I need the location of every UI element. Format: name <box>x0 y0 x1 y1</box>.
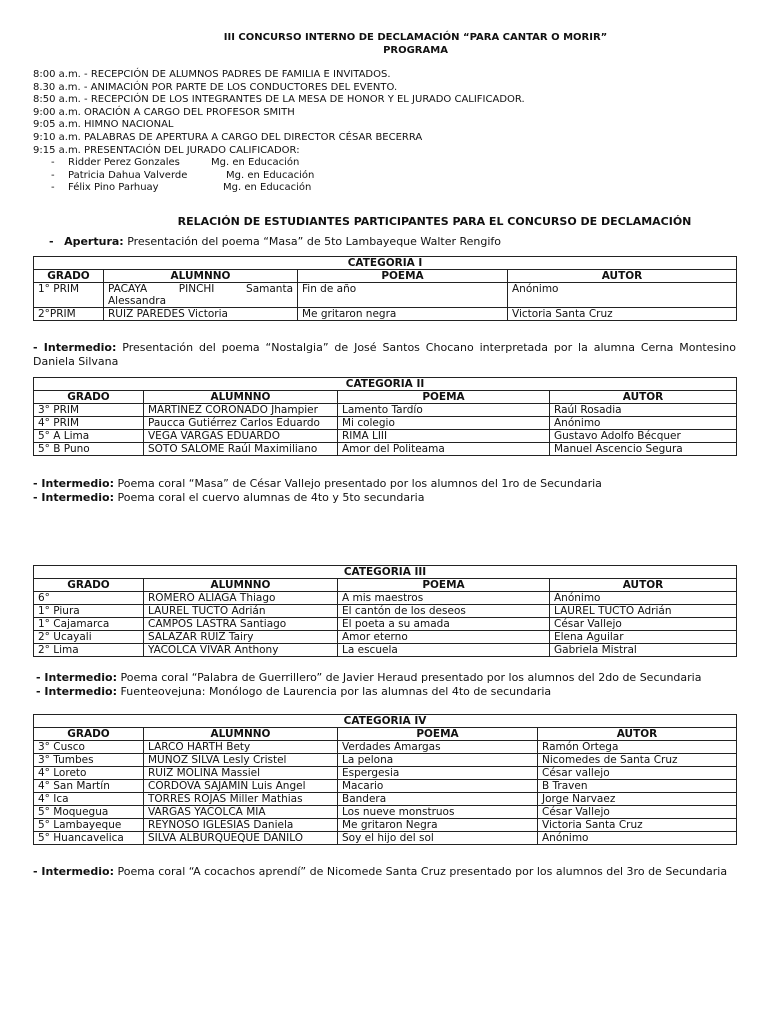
poema-cell: Verdades Amargas <box>338 740 538 753</box>
column-header: GRADO <box>34 578 144 591</box>
autor-cell: César vallejo <box>538 766 737 779</box>
column-header: ALUMNNO <box>144 727 338 740</box>
grado-cell: 4° PRIM <box>34 416 144 429</box>
autor-cell: Victoria Santa Cruz <box>508 307 737 320</box>
poema-cell: El cantón de los deseos <box>338 604 550 617</box>
alumno-cell: SOTO SALOME Raúl Maximiliano <box>144 442 338 455</box>
grado-cell: 4° Ica <box>34 792 144 805</box>
table-row <box>34 792 737 805</box>
intermedio-label: - Intermedio: <box>33 476 114 490</box>
jury-title: Mg. en Educación <box>226 169 315 181</box>
jury-member <box>51 157 736 170</box>
jury-list <box>33 157 736 195</box>
alumno-cell: MARTINEZ CORONADO Jhampier <box>144 403 338 416</box>
grado-cell: 5° B Puno <box>34 442 144 455</box>
contest-title: III CONCURSO INTERNO DE DECLAMACIÓN “PARA CANTAR O MORIR” <box>223 32 608 43</box>
autor-cell: Anónimo <box>538 831 737 844</box>
autor-cell: Anónimo <box>550 591 737 604</box>
jury-name: Ridder Perez Gonzales <box>68 157 180 169</box>
table-row <box>34 805 737 818</box>
table-row <box>34 282 737 307</box>
autor-cell: César Vallejo <box>538 805 737 818</box>
autor-cell: Anónimo <box>550 416 737 429</box>
list-dash: - <box>51 169 55 181</box>
alumno-word: Alessandra <box>108 294 167 307</box>
alumno-cell: TORRES ROJAS Miller Mathias <box>144 792 338 805</box>
table-row <box>34 442 737 455</box>
poema-cell: Macario <box>338 779 538 792</box>
poema-cell: Bandera <box>338 792 538 805</box>
autor-cell: Victoria Santa Cruz <box>538 818 737 831</box>
schedule-item: 8:00 a.m. - RECEPCIÓN DE ALUMNOS PADRES DE FAMILIA E INVITADOS. <box>33 69 391 80</box>
schedule-item: 9:10 a.m. PALABRAS DE APERTURA A CARGO DEL DIRECTOR CÉSAR BECERRA <box>33 131 423 143</box>
list-dash: - <box>51 157 55 169</box>
table-row <box>34 591 737 604</box>
grado-cell: 1° Cajamarca <box>34 617 144 630</box>
column-header: AUTOR <box>550 578 737 591</box>
column-header: AUTOR <box>538 727 737 740</box>
intermedio-text: Poema coral “Palabra de Guerrillero” de Javier Heraud presentado por los alumnos del 2do de Secundaria <box>120 670 702 684</box>
alumno-cell: VARGAS YACOLCA MIA <box>144 805 338 818</box>
alumno-cell: RUIZ MOLINA Massiel <box>144 766 338 779</box>
schedule-item: 8.30 a.m. - ANIMACIÓN POR PARTE DE LOS CONDUCTORES DEL EVENTO. <box>33 81 398 93</box>
jury-name: Félix Pino Parhuay <box>68 182 159 194</box>
column-header: POEMA <box>338 390 550 403</box>
table-row <box>34 643 737 656</box>
autor-cell: César Vallejo <box>550 617 737 630</box>
intermedio-4 <box>33 671 736 685</box>
grado-cell: 2° Lima <box>34 643 144 656</box>
alumno-cell: CORDOVA SAJAMIN Luis Angel <box>144 779 338 792</box>
poema-cell: La escuela <box>338 643 550 656</box>
poema-cell: El poeta a su amada <box>338 617 550 630</box>
grado-cell: 3° PRIM <box>34 403 144 416</box>
schedule-item: 9:05 a.m. HIMNO NACIONAL <box>33 119 174 131</box>
table-row <box>34 818 737 831</box>
alumno-word: PINCHI <box>178 282 215 295</box>
apertura-line <box>33 235 736 249</box>
intermedio-label: - Intermedio: <box>33 864 114 878</box>
column-header: ALUMNNO <box>144 578 338 591</box>
alumno-cell: VEGA VARGAS EDUARDO <box>144 429 338 442</box>
alumno-cell: CAMPOS LASTRA Santiago <box>144 617 338 630</box>
poema-cell: Los nueve monstruos <box>338 805 538 818</box>
autor-cell: LAUREL TUCTO Adrián <box>550 604 737 617</box>
autor-cell: Gabriela Mistral <box>550 643 737 656</box>
intermedio-text: Poema coral el cuervo alumnas de 4to y 5to secundaria <box>117 490 425 504</box>
column-header: POEMA <box>298 269 508 282</box>
schedule-item: 9:00 a.m. ORACIÓN A CARGO DEL PROFESOR SMITH <box>33 106 295 118</box>
grado-cell: 1° Piura <box>34 604 144 617</box>
table-row <box>34 307 737 320</box>
column-header: ALUMNNO <box>104 269 298 282</box>
alumno-word: PACAYA <box>108 282 148 295</box>
intermedio-label: - Intermedio: <box>33 490 114 504</box>
table-row <box>34 630 737 643</box>
poema-cell: Amor del Politeama <box>338 442 550 455</box>
grado-cell: 6° <box>34 591 144 604</box>
grado-cell: 2°PRIM <box>34 307 104 320</box>
poema-cell: La pelona <box>338 753 538 766</box>
poema-cell: Me gritaron Negra <box>338 818 538 831</box>
alumno-cell: LARCO HARTH Bety <box>144 740 338 753</box>
category-3-table <box>33 565 737 657</box>
autor-cell: Raúl Rosadia <box>550 403 737 416</box>
intermedio-label: - Intermedio: <box>36 670 117 684</box>
grado-cell: 2° Ucayali <box>34 630 144 643</box>
column-header: POEMA <box>338 727 538 740</box>
grado-cell: 5° Moquegua <box>34 805 144 818</box>
intermedio-1 <box>33 341 736 369</box>
column-header: ALUMNNO <box>144 390 338 403</box>
autor-cell: Anónimo <box>508 282 737 307</box>
intermedio-3 <box>33 491 736 505</box>
autor-cell: Jorge Narvaez <box>538 792 737 805</box>
table-row <box>34 617 737 630</box>
alumno-word: Samanta <box>246 282 293 295</box>
category-title: CATEGORIA I <box>34 256 737 269</box>
document-page <box>33 31 736 879</box>
jury-name: Patricia Dahua Valverde <box>68 169 188 181</box>
grado-cell: 4° Loreto <box>34 766 144 779</box>
alumno-cell: RUIZ PAREDES Victoria <box>104 307 298 320</box>
grado-cell: 3° Cusco <box>34 740 144 753</box>
intermedio-label: - Intermedio: <box>36 684 117 698</box>
grado-cell: 1° PRIM <box>34 282 104 307</box>
table-row <box>34 779 737 792</box>
poema-cell: Lamento Tardío <box>338 403 550 416</box>
autor-cell: Elena Aguilar <box>550 630 737 643</box>
autor-cell: Manuel Ascencio Segura <box>550 442 737 455</box>
document-title <box>95 31 736 57</box>
poema-cell: Fin de año <box>298 282 508 307</box>
table-row <box>34 403 737 416</box>
category-title: CATEGORIA IV <box>34 714 737 727</box>
poema-cell: A mis maestros <box>338 591 550 604</box>
alumno-cell: SILVA ALBURQUEQUE DANILO <box>144 831 338 844</box>
autor-cell: Ramón Ortega <box>538 740 737 753</box>
grado-cell: 5° Lambayeque <box>34 818 144 831</box>
column-header: AUTOR <box>508 269 737 282</box>
intermedio-text: Poema coral “A cocachos aprendí” de Nicomede Santa Cruz presentado por los alumnos del 3ro de Secundaria <box>117 864 728 878</box>
autor-cell: Gustavo Adolfo Bécquer <box>550 429 737 442</box>
participants-heading: RELACIÓN DE ESTUDIANTES PARTICIPANTES PARA EL CONCURSO DE DECLAMACIÓN <box>177 214 692 228</box>
alumno-cell: ROMERO ALIAGA Thiago <box>144 591 338 604</box>
apertura-label: Apertura: <box>64 234 124 248</box>
alumno-cell: YACOLCA VIVAR Anthony <box>144 643 338 656</box>
category-4-table <box>33 714 737 845</box>
grado-cell: 5° A Lima <box>34 429 144 442</box>
schedule-item: 8:50 a.m. - RECEPCIÓN DE LOS INTEGRANTES DE LA MESA DE HONOR Y EL JURADO CALIFICADOR. <box>33 94 525 106</box>
table-row <box>34 604 737 617</box>
list-dash: - <box>51 182 55 194</box>
poema-cell: Me gritaron negra <box>298 307 508 320</box>
poema-cell: Soy el hijo del sol <box>338 831 538 844</box>
alumno-cell: Paucca Gutiérrez Carlos Eduardo <box>144 416 338 429</box>
intermedio-2 <box>33 477 736 491</box>
category-title: CATEGORIA II <box>34 377 737 390</box>
table-row <box>34 831 737 844</box>
table-row <box>34 416 737 429</box>
alumno-cell: MUÑOZ SILVA Lesly Cristel <box>144 753 338 766</box>
category-title: CATEGORIA III <box>34 565 737 578</box>
alumno-cell: REYNOSO IGLESIAS Daniela <box>144 818 338 831</box>
poema-cell: Mi colegio <box>338 416 550 429</box>
column-header: AUTOR <box>550 390 737 403</box>
intermedio-label: - Intermedio: <box>33 340 117 354</box>
jury-title: Mg. en Educación <box>211 157 300 169</box>
category-2-table <box>33 377 737 456</box>
intermedio-6 <box>33 865 736 879</box>
category-1-table <box>33 256 737 321</box>
autor-cell: Nicomedes de Santa Cruz <box>538 753 737 766</box>
alumno-cell: LAUREL TUCTO Adrián <box>144 604 338 617</box>
jury-title: Mg. en Educación <box>223 182 312 194</box>
table-row <box>34 740 737 753</box>
autor-cell: B Traven <box>538 779 737 792</box>
jury-member <box>51 182 736 195</box>
intermedio-text: Presentación del poema “Nostalgia” de José Santos Chocano interpretada por la alumna Cerna Montesino Daniela Silvana <box>33 340 736 368</box>
table-row <box>34 766 737 779</box>
intermedio-5 <box>33 685 736 699</box>
intermedio-text: Poema coral “Masa” de César Vallejo presentado por los alumnos del 1ro de Secundaria <box>117 476 602 490</box>
apertura-text: Presentación del poema “Masa” de 5to Lambayeque Walter Rengifo <box>127 234 502 248</box>
schedule-list <box>33 69 736 195</box>
alumno-cell <box>104 282 298 307</box>
table-row <box>34 429 737 442</box>
grado-cell: 4° San Martín <box>34 779 144 792</box>
column-header: GRADO <box>34 269 104 282</box>
poema-cell: RIMA LIII <box>338 429 550 442</box>
column-header: POEMA <box>338 578 550 591</box>
table-row <box>34 753 737 766</box>
column-header: GRADO <box>34 390 144 403</box>
list-dash: - <box>49 234 54 248</box>
schedule-item: 9:15 a.m. PRESENTACIÓN DEL JURADO CALIFICADOR: <box>33 144 300 156</box>
column-header: GRADO <box>34 727 144 740</box>
intermedio-text: Fuenteovejuna: Monólogo de Laurencia por las alumnas del 4to de secundaria <box>120 684 552 698</box>
grado-cell: 5° Huancavelica <box>34 831 144 844</box>
jury-member <box>51 170 736 183</box>
alumno-cell: SALAZAR RUIZ Tairy <box>144 630 338 643</box>
poema-cell: Espergesia <box>338 766 538 779</box>
program-heading: PROGRAMA <box>383 45 448 56</box>
grado-cell: 3° Tumbes <box>34 753 144 766</box>
poema-cell: Amor eterno <box>338 630 550 643</box>
